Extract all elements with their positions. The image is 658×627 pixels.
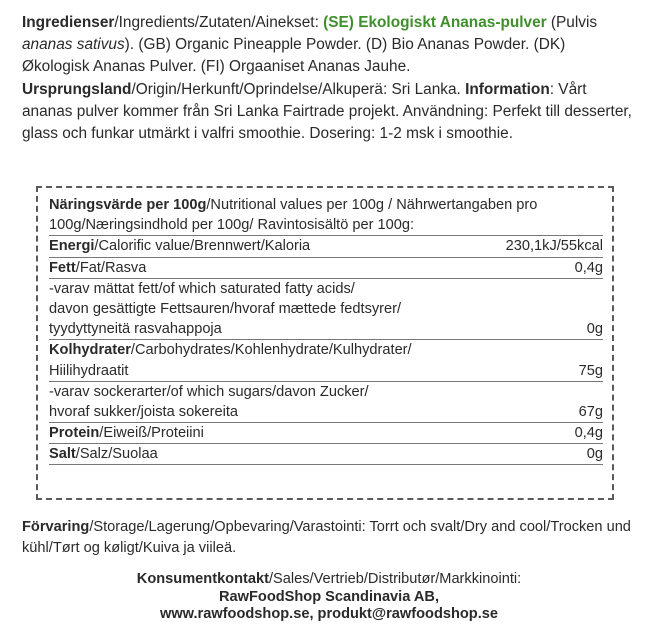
nutrition-row-sugars: [49, 402, 603, 423]
nutrition-header-translations: /Nutritional values per 100g / Nährwertangaben pro 100g/Næringsindhold per 100g/ Ravintosisältö per 100g:: [49, 197, 538, 234]
storage-text: /Storage/Lagerung/Opbevaring/Varastointi: Torrt och svalt/Dry and cool/Trocken und kühl/Tørt og køligt/Kuiva ja viileä.: [22, 519, 631, 556]
contact-label-translations: /Sales/Vertrieb/Distributør/Markkinointi:: [268, 571, 522, 587]
carbs-line2: Hiilihydraatit: [49, 362, 129, 379]
protein-value: 0,4g: [574, 425, 603, 442]
salt-translations: /Salz/Suolaa: [75, 446, 158, 463]
nutrition-row-saturated-line1: [49, 279, 603, 299]
saturated-line3: tyydyttyneitä rasvahappoja: [49, 321, 222, 338]
web-email: www.rawfoodshop.se, produkt@rawfoodshop.se: [159, 606, 498, 622]
saturated-line2: davon gesättigte Fettsauren/hvoraf mættede fedtsyrer/: [49, 300, 402, 317]
saturated-value: 0g: [586, 321, 603, 338]
nutrition-row-fat: [49, 258, 603, 279]
energy-label: Energi: [49, 238, 95, 255]
sugars-line2: hvoraf sukker/joista sokereita: [49, 403, 238, 420]
ingredients-label-translations: /Ingredients/Zutaten/Ainekset:: [114, 14, 324, 31]
sugars-line1: -varav sockerarter/of which sugars/davon Zucker/: [49, 383, 369, 400]
energy-translations: /Calorific value/Brennwert/Kaloria: [94, 238, 311, 255]
nutrition-table: [36, 186, 614, 500]
nutrition-row-carbs-line1: [49, 340, 603, 360]
fat-label: Fett: [49, 259, 76, 276]
company-name: RawFoodShop Scandinavia AB,: [218, 588, 439, 605]
info-label: Information: [465, 80, 550, 98]
origin-text: /Origin/Herkunft/Oprindelse/Alkuperä: Sri Lanka.: [131, 80, 466, 98]
product-name: (SE) Ekologiskt Ananas-pulver: [323, 14, 547, 31]
storage-label: Förvaring: [22, 519, 90, 535]
nutrition-row-sugars-line1: [49, 382, 603, 402]
carbs-value: 75g: [578, 362, 603, 379]
saturated-line1: -varav mättat fett/of which saturated fatty acids/: [49, 280, 355, 297]
consumer-contact: [0, 571, 658, 624]
energy-value: 230,1kJ/55kcal: [505, 238, 603, 255]
latin-name: ananas sativus: [22, 36, 125, 54]
info-text: : Vårt ananas pulver kommer från Sri Lanka Fairtrade projekt. Användning: Perfekt till desserter, glass och funkar utmärkt i valfri smoothie. Dosering: 1-2 msk i smoothie.: [22, 80, 632, 143]
salt-label: Salt: [49, 446, 76, 463]
ingredients-text-translations: ). (GB) Organic Pineapple Powder. (D) Bio Ananas Powder. (DK) Økologisk Ananas Pulver. (FI) Orgaaniset Ananas Jauhe.: [22, 36, 566, 76]
nutrition-row-saturated-line2: [49, 299, 603, 319]
carbs-label: Kolhydrater: [49, 342, 131, 359]
ingredients-text: (Pulvis: [546, 14, 598, 31]
nutrition-row-saturated: [49, 319, 603, 340]
ingredients-label: Ingredienser: [22, 14, 115, 31]
fat-value: 0,4g: [574, 259, 603, 276]
carbs-translations: /Carbohydrates/Kohlenhydrate/Kulhydrater/: [130, 342, 412, 359]
nutrition-row-energy: [49, 236, 603, 257]
storage-paragraph: [22, 517, 636, 558]
protein-translations: /Eiweiß/Proteiini: [99, 425, 204, 442]
nutrition-row-salt: [49, 444, 603, 465]
salt-value: 0g: [586, 446, 603, 463]
contact-line-1: [0, 571, 658, 589]
ingredients-paragraph: [22, 12, 636, 145]
nutrition-header-label: Näringsvärde per 100g: [49, 197, 207, 213]
nutrition-row-protein: [49, 423, 603, 444]
nutrition-row-carbs: [49, 361, 603, 382]
contact-label: Konsumentkontakt: [136, 571, 269, 587]
nutrition-header: [49, 195, 603, 236]
fat-translations: /Fat/Rasva: [75, 259, 147, 276]
origin-label: Ursprungsland: [22, 80, 132, 98]
protein-label: Protein: [49, 425, 100, 442]
sugars-value: 67g: [578, 403, 603, 420]
